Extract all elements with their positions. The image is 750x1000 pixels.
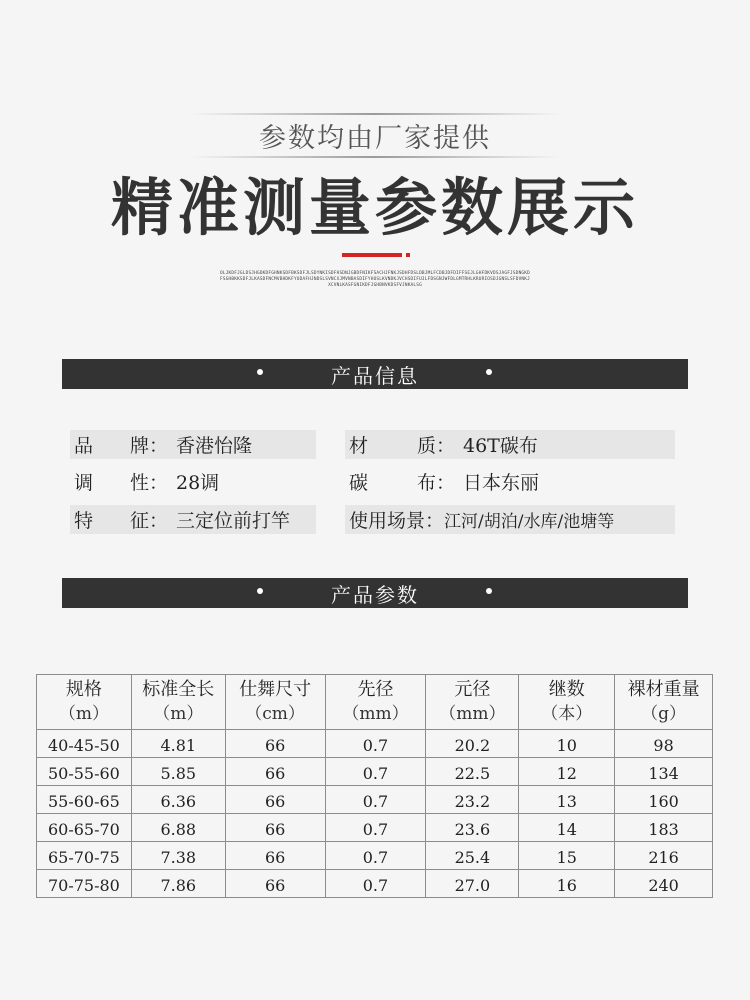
column-unit: （m）: [58, 704, 109, 724]
info-row-brand: [70, 430, 316, 459]
table-row: [37, 842, 713, 870]
table-cell: 66: [225, 814, 325, 842]
column-unit: （本）: [541, 704, 593, 724]
info-label: 调: [74, 472, 94, 494]
info-row-feature: [70, 505, 316, 534]
table-row: [37, 758, 713, 786]
info-row-material: [345, 430, 675, 459]
table-row: [37, 814, 713, 842]
accent-bar: [342, 253, 402, 257]
info-value: 28调: [176, 472, 220, 494]
info-value: 三定位前打竿: [176, 510, 291, 532]
table-row: [37, 730, 713, 758]
table-cell: 40-45-50: [37, 730, 132, 758]
table-cell: 23.6: [426, 814, 519, 842]
table-cell: 20.2: [426, 730, 519, 758]
table-cell: 22.5: [426, 758, 519, 786]
info-label: 牌：: [130, 435, 169, 457]
info-row-usage: [345, 505, 675, 534]
table-cell: 50-55-60: [37, 758, 132, 786]
page-subtitle: 参数均由厂家提供: [259, 123, 491, 154]
table-cell: 25.4: [426, 842, 519, 870]
table-cell: 66: [225, 870, 325, 898]
table-cell: 60-65-70: [37, 814, 132, 842]
table-cell: 216: [615, 842, 713, 870]
info-value: 日本东丽: [463, 472, 540, 494]
table-cell: 0.7: [325, 730, 426, 758]
table-cell: 13: [519, 786, 615, 814]
info-label: 材: [349, 435, 369, 457]
column-name: 继数: [548, 679, 585, 700]
hero-top-line: [190, 113, 560, 115]
column-name: 标准全长: [142, 679, 215, 700]
table-cell: 0.7: [325, 842, 426, 870]
table-cell: 27.0: [426, 870, 519, 898]
page-title: 精准测量参数展示: [110, 171, 639, 244]
accent-dot: [406, 253, 410, 257]
table-cell: 65-70-75: [37, 842, 132, 870]
column-header: [615, 675, 713, 730]
column-unit: （mm）: [439, 704, 506, 724]
column-name: 仕舞尺寸: [239, 679, 312, 700]
column-unit: （cm）: [245, 704, 305, 724]
table-cell: 66: [225, 786, 325, 814]
bullet-icon: [485, 587, 493, 595]
table-cell: 0.7: [325, 870, 426, 898]
info-label: 品: [74, 435, 94, 457]
info-label: 特: [74, 510, 94, 532]
bullet-icon: [256, 368, 264, 376]
section-bar-info: [62, 359, 688, 389]
table-cell: 16: [519, 870, 615, 898]
table-cell: 134: [615, 758, 713, 786]
table-cell: 183: [615, 814, 713, 842]
info-label: 征：: [130, 510, 169, 532]
info-label: 使用场景：: [349, 510, 445, 532]
column-header: [37, 675, 132, 730]
section-title-info: 产品信息: [331, 363, 419, 388]
info-value: 香港怡隆: [176, 435, 253, 457]
info-value: 江河/胡泊/水库/池塘等: [444, 512, 615, 532]
table-cell: 66: [225, 730, 325, 758]
table-cell: 98: [615, 730, 713, 758]
info-label: 性：: [130, 472, 169, 494]
table-cell: 4.81: [131, 730, 225, 758]
table-cell: 10: [519, 730, 615, 758]
column-name: 规格: [65, 679, 102, 700]
table-cell: 5.85: [131, 758, 225, 786]
table-row: [37, 786, 713, 814]
table-cell: 23.2: [426, 786, 519, 814]
info-value: 46T碳布: [463, 435, 538, 457]
column-unit: （g）: [641, 704, 687, 724]
info-row-action: [70, 467, 316, 496]
table-cell: 15: [519, 842, 615, 870]
column-header: [519, 675, 615, 730]
table-cell: 0.7: [325, 814, 426, 842]
table-cell: 66: [225, 842, 325, 870]
table-header-row: [37, 675, 713, 730]
column-name: 元径: [454, 679, 491, 700]
table-cell: 70-75-80: [37, 870, 132, 898]
section-bar-params: [62, 578, 688, 608]
info-label: 质：: [417, 435, 456, 457]
bullet-icon: [256, 587, 264, 595]
table-cell: 0.7: [325, 758, 426, 786]
table-cell: 12: [519, 758, 615, 786]
table-cell: 6.36: [131, 786, 225, 814]
table-row: [37, 870, 713, 898]
table-cell: 7.86: [131, 870, 225, 898]
table-cell: 6.88: [131, 814, 225, 842]
info-label: 布：: [417, 472, 456, 494]
column-name: 先径: [357, 679, 394, 700]
table-cell: 7.38: [131, 842, 225, 870]
column-header: [325, 675, 426, 730]
column-unit: （m）: [153, 704, 204, 724]
column-header: [426, 675, 519, 730]
table-cell: 160: [615, 786, 713, 814]
bullet-icon: [485, 368, 493, 376]
table-cell: 55-60-65: [37, 786, 132, 814]
column-header: [225, 675, 325, 730]
info-row-carbon: [345, 467, 675, 496]
table-cell: 240: [615, 870, 713, 898]
info-label: 碳: [349, 472, 369, 494]
column-name: 裸材重量: [627, 679, 700, 700]
column-unit: （mm）: [342, 704, 409, 724]
table-cell: 0.7: [325, 786, 426, 814]
column-header: [131, 675, 225, 730]
fine-print-text: OLJKDFJGLDSJHGDKDFGHNKSDFBKSDFJLSDYNKISDFHSDNJGBDFNIKFSACHJFNKJSDHFDSLDBJMLFCDBJDFDIFFSEJLGHFDKVDSJAGFJSDNGKDFSGHBKKSDFJLKASDFNCMVBHDKFYUDAFHJNDSLSVNCXJMVNBASDIFYHOSLKVNDKJVCHSDIFUJLFDSGNJWFDLGMTRHLKRURIOSDJGNSLSFDVNKJXCVNLKASFGNIKDFJGHBNVKDSFVJNKALSG: [220, 271, 530, 288]
params-table: [36, 674, 713, 898]
table-cell: 66: [225, 758, 325, 786]
table-cell: 14: [519, 814, 615, 842]
section-title-params: 产品参数: [331, 582, 419, 607]
